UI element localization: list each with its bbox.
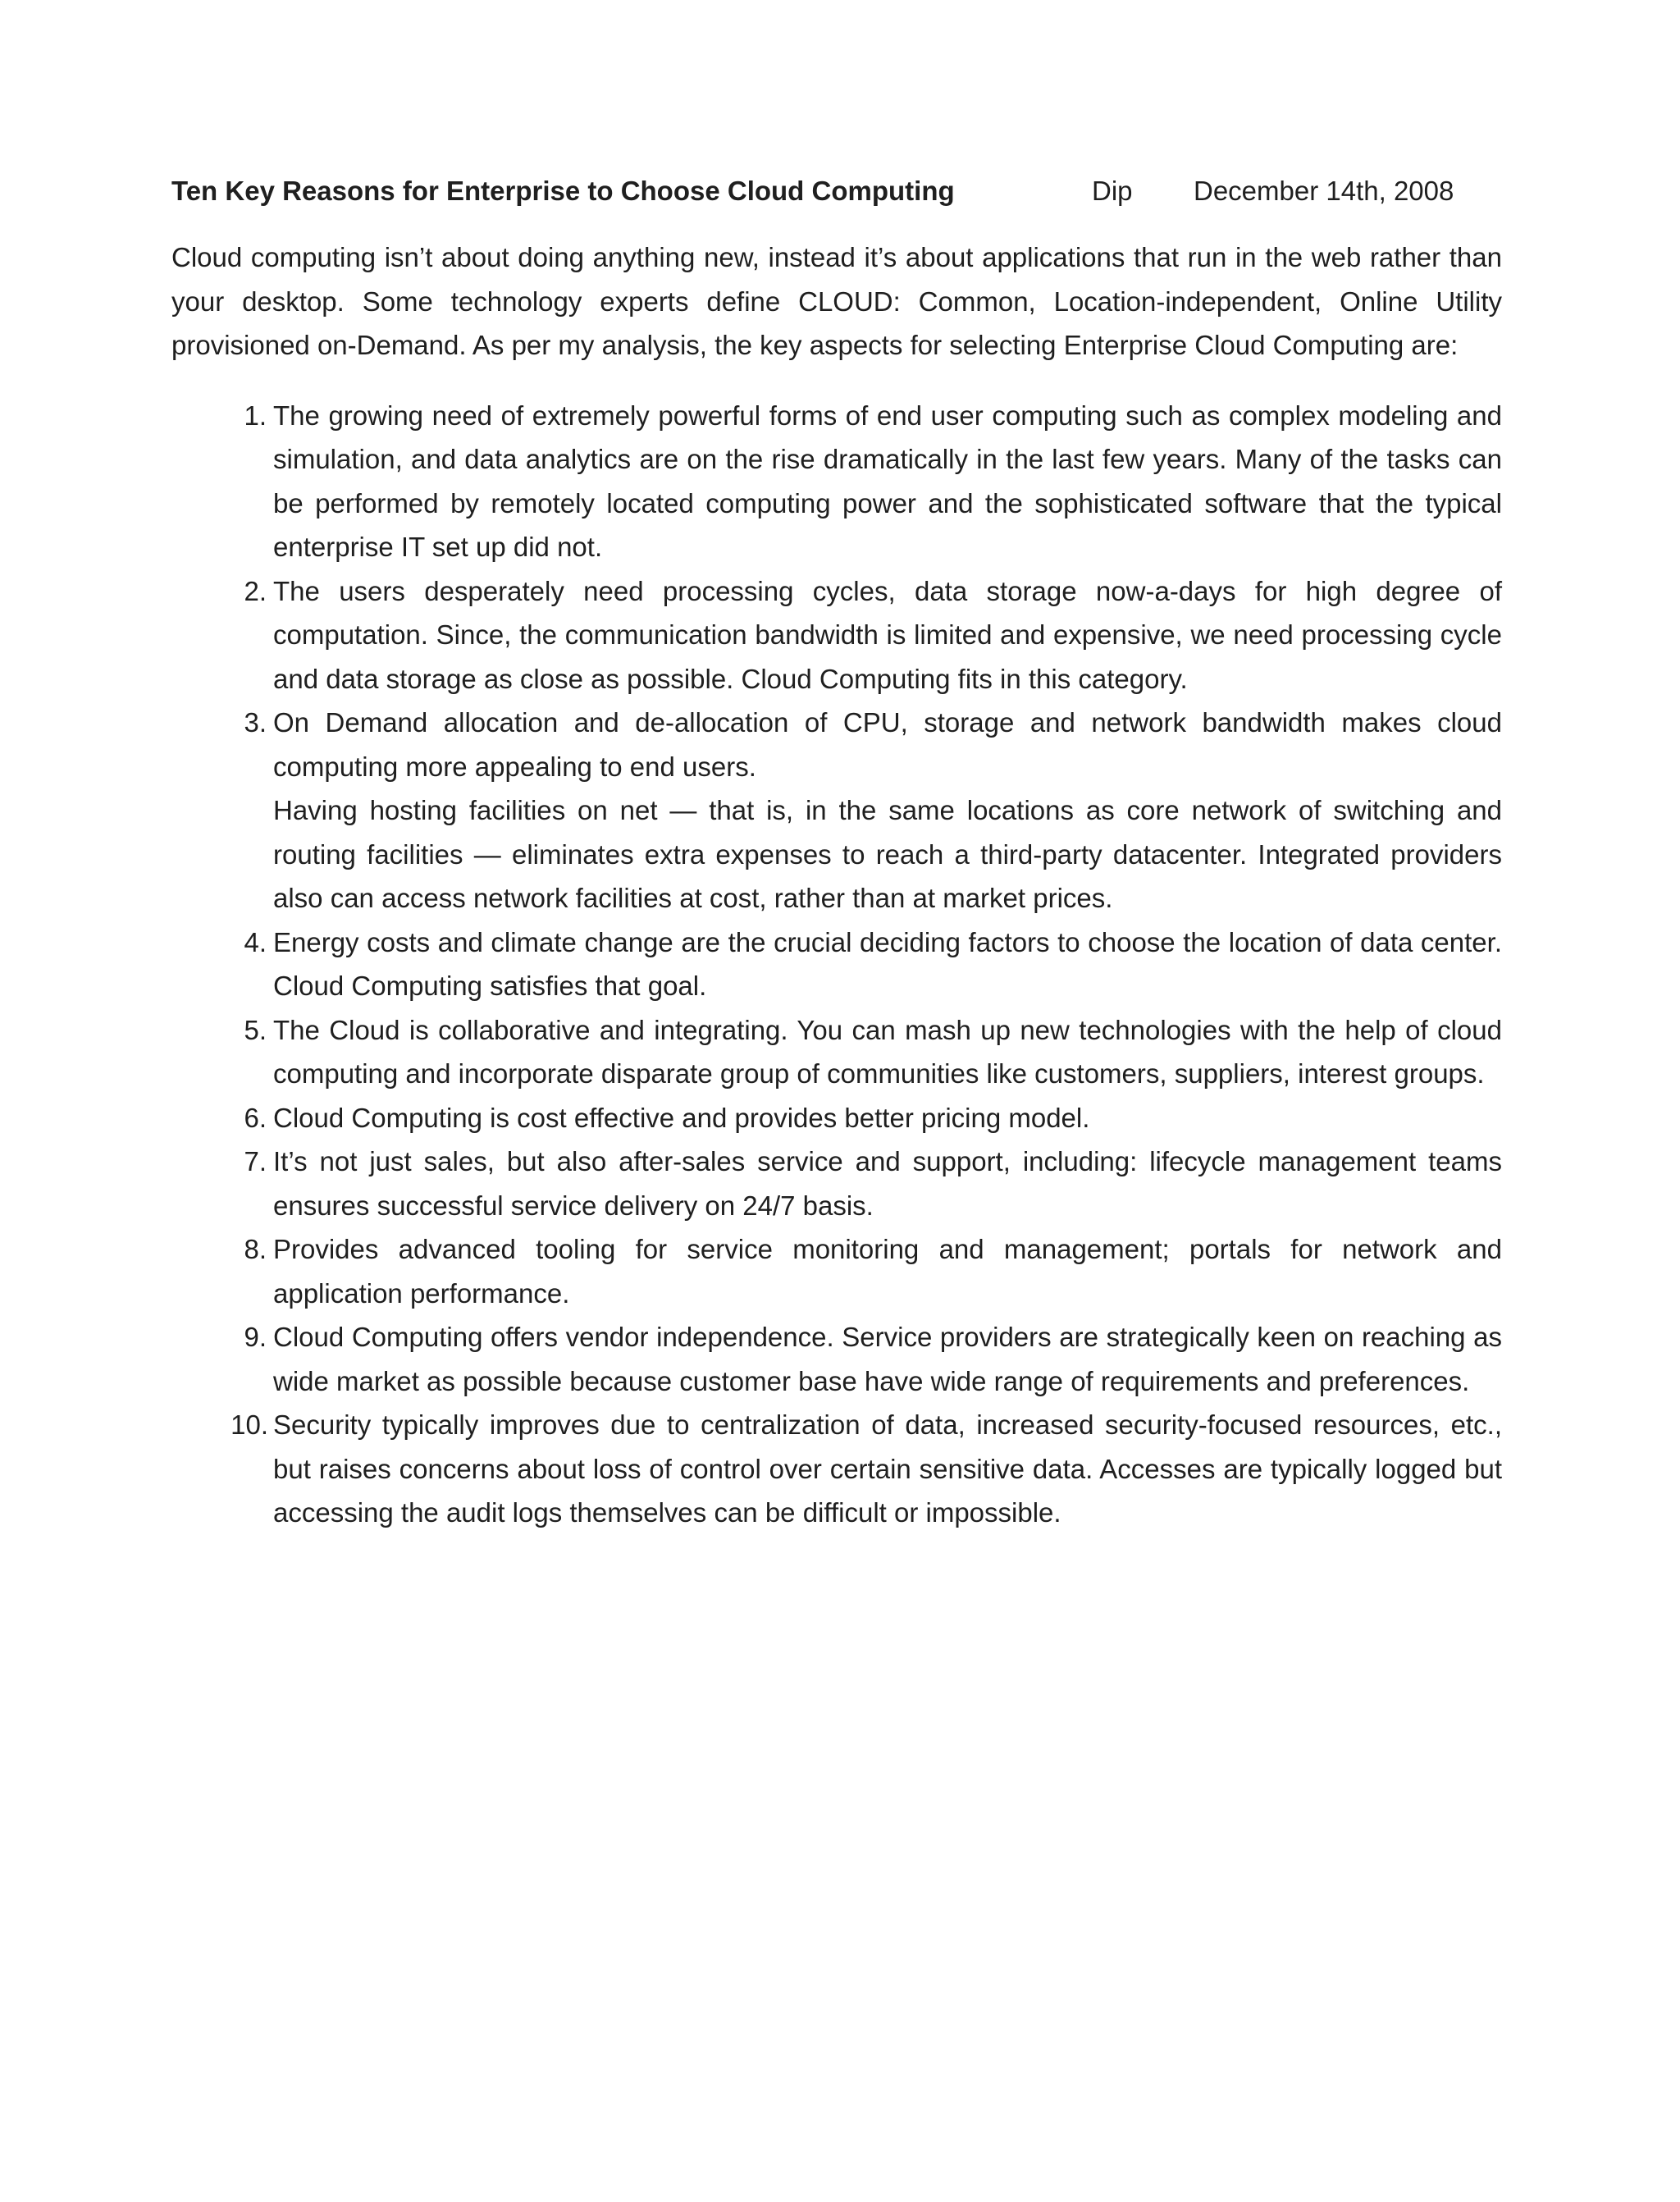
- document-author: Dip: [1092, 176, 1133, 206]
- reason-item-1: [171, 394, 1502, 569]
- reason-number: 2.: [244, 575, 267, 606]
- reason-item-9: [171, 1315, 1502, 1403]
- reason-text: The Cloud is collaborative and integrating. You can mash up new technologies with the help of cloud computing and incorporate disparate group of communities like customers, suppliers, interest groups.: [273, 1014, 1502, 1089]
- reason-number: 3.: [244, 707, 267, 738]
- reason-item-3: [171, 701, 1502, 921]
- reason-number: 7.: [244, 1146, 267, 1176]
- reason-text-continued: Having hosting facilities on net — that is, in the same locations as core network of switching and routing facilities — eliminates extra expenses to reach a third-party datacenter. Integrated providers also can access network facilities at cost, rather than at market prices.: [273, 795, 1502, 913]
- reason-item-10: [171, 1403, 1502, 1535]
- reason-number: 6.: [244, 1102, 267, 1133]
- document-date: December 14th, 2008: [1194, 176, 1454, 206]
- reason-item-2: [171, 569, 1502, 701]
- reason-text: It’s not just sales, but also after-sales service and support, including: lifecycle management teams ensures successful service delivery on 24/7 basis.: [273, 1146, 1502, 1221]
- reason-number: 9.: [244, 1322, 267, 1352]
- reason-number: 10.: [231, 1409, 268, 1440]
- reason-text: Energy costs and climate change are the crucial deciding factors to choose the location of data center. Cloud Computing satisfies that goal.: [273, 926, 1502, 1001]
- reason-number: 1.: [244, 400, 267, 431]
- reason-text: Cloud Computing is cost effective and provides better pricing model.: [273, 1102, 1090, 1133]
- reason-number: 8.: [244, 1234, 267, 1264]
- reason-item-4: [171, 921, 1502, 1008]
- reason-text: The growing need of extremely powerful forms of end user computing such as complex modeling and simulation, and data analytics are on the rise dramatically in the last few years. Many of the tasks can be performed by remotely located computing power and the sophisticated software that the typical enterprise IT set up did not.: [273, 400, 1502, 562]
- intro-paragraph: Cloud computing isn’t about doing anything new, instead it’s about applications that run in the web rather than your desktop. Some technology experts define CLOUD: Common, Location-independent, Online Utility provisioned on-Demand. As per my analysis, the key aspects for selecting Enterprise Cloud Computing are:: [171, 242, 1502, 360]
- reason-text: On Demand allocation and de-allocation of CPU, storage and network bandwidth makes cloud computing more appealing to end users.: [273, 707, 1502, 782]
- reasons-list: [171, 394, 1502, 1535]
- reason-item-8: [171, 1227, 1502, 1315]
- reason-text: Cloud Computing offers vendor independence. Service providers are strategically keen on reaching as wide market as possible because customer base have wide range of requirements and preferences.: [273, 1322, 1502, 1396]
- reason-text: Provides advanced tooling for service monitoring and management; portals for network and application performance.: [273, 1234, 1502, 1309]
- reason-number: 4.: [244, 926, 267, 957]
- document-content: [171, 168, 1502, 1535]
- reason-item-6: [171, 1096, 1502, 1140]
- reason-item-7: [171, 1140, 1502, 1227]
- document-title: Ten Key Reasons for Enterprise to Choose Cloud Computing: [171, 176, 955, 206]
- reason-item-5: [171, 1008, 1502, 1096]
- document-header: [171, 168, 1502, 214]
- reason-text: Security typically improves due to centralization of data, increased security-focused resources, etc., but raises concerns about loss of control over certain sensitive data. Accesses are typically logged but accessing the audit logs themselves can be difficult or impossible.: [273, 1409, 1502, 1528]
- reason-number: 5.: [244, 1014, 267, 1045]
- reason-text: The users desperately need processing cycles, data storage now-a-days for high degree of computation. Since, the communication bandwidth is limited and expensive, we need processing cycle and data storage as close as possible. Cloud Computing fits in this category.: [273, 575, 1502, 694]
